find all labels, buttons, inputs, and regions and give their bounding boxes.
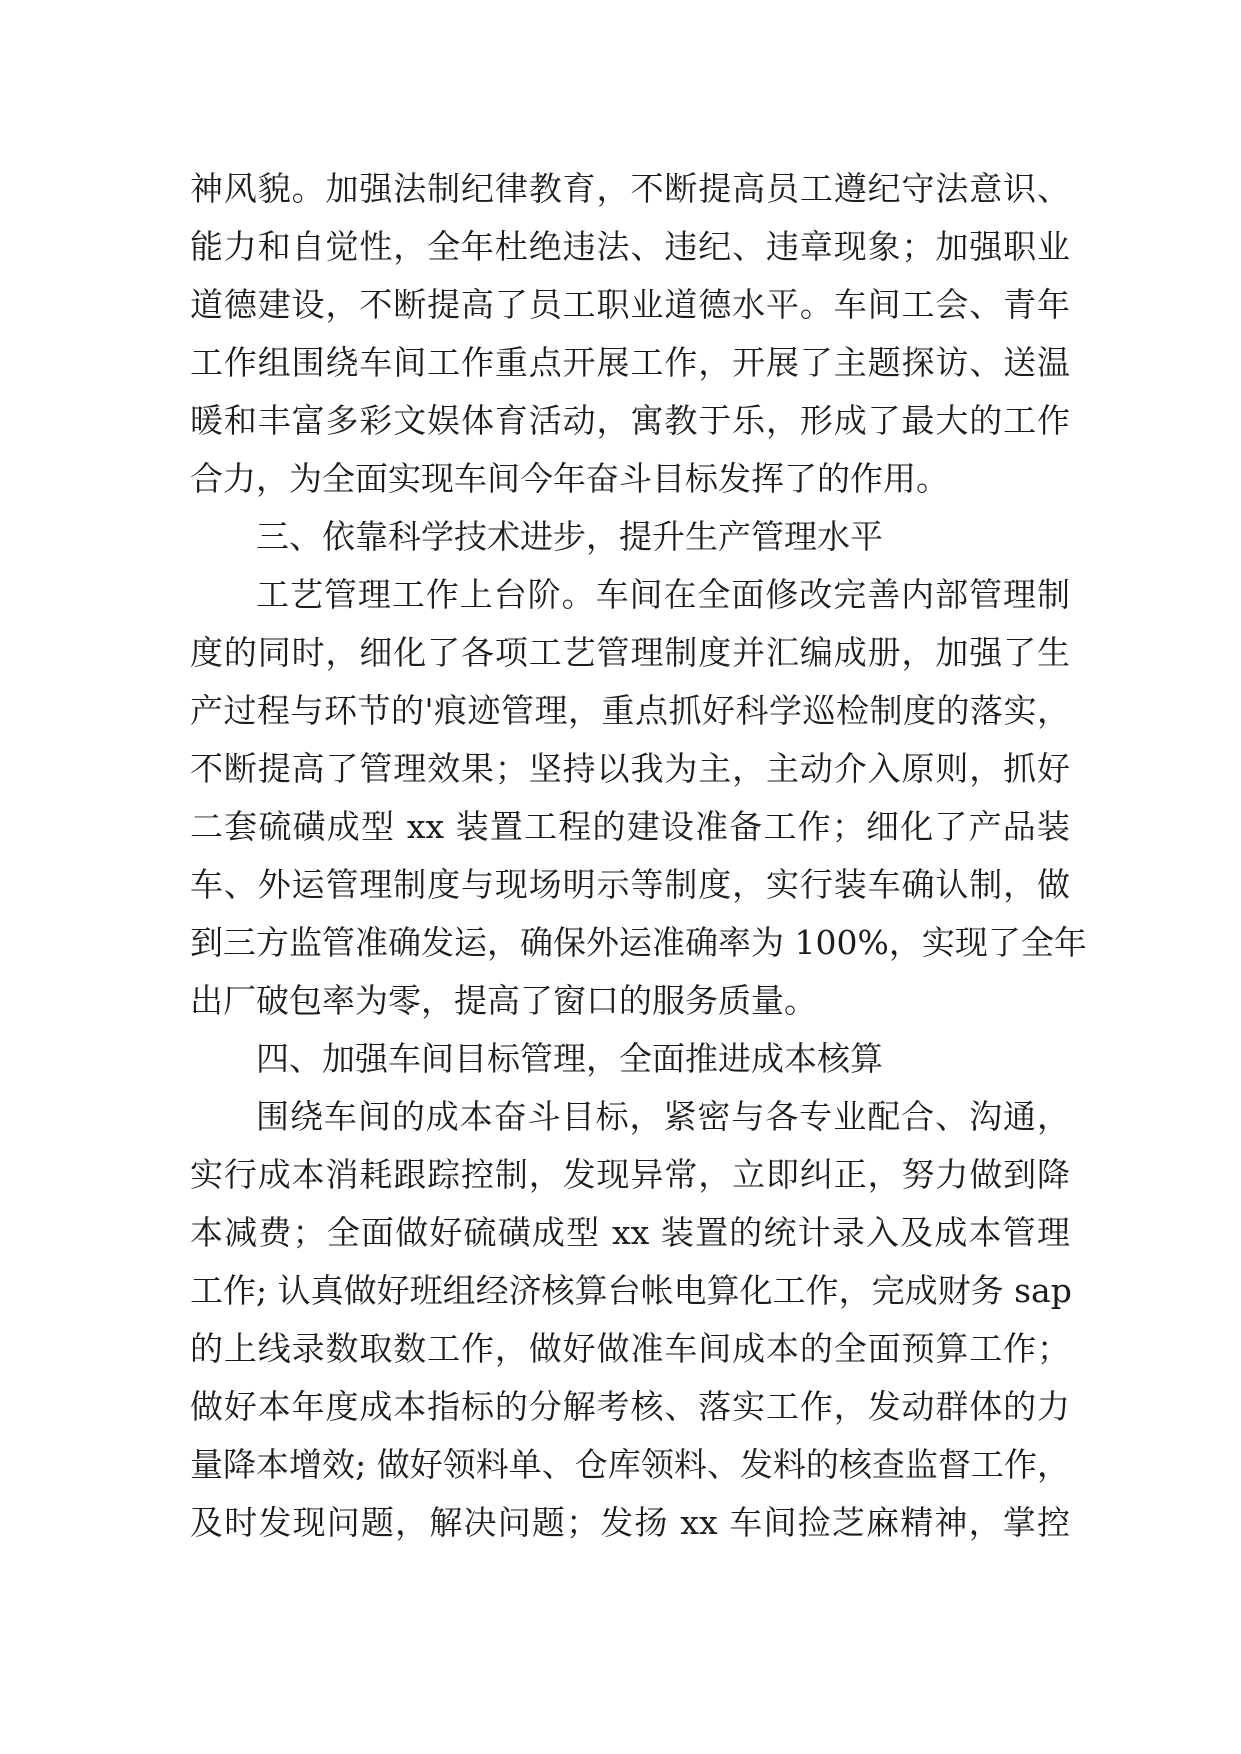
text-line: 暖和丰富多彩文娱体育活动，寓教于乐，形成了最大的工作 <box>190 401 1070 440</box>
text-line: 车、外运管理制度与现场明示等制度，实行装车确认制，做 <box>190 865 1070 904</box>
text-line: 到三方监管准确发运，确保外运准确率为 100%，实现了全年 <box>190 923 1087 962</box>
text-line: 做好本年度成本指标的分解考核、落实工作，发动群体的力 <box>190 1387 1070 1426</box>
text-line: 本减费；全面做好硫磺成型 xx 装置的统计录入及成本管理 <box>190 1213 1070 1252</box>
text-line: 围绕车间的成本奋斗目标，紧密与各专业配合、沟通， <box>256 1097 1070 1136</box>
text-line: 量降本增效; 做好领料单、仓库领料、发料的核查监督工作， <box>190 1445 1070 1484</box>
section-heading: 四、加强车间目标管理，全面推进成本核算 <box>256 1039 883 1078</box>
text-line: 度的同时，细化了各项工艺管理制度并汇编成册，加强了生 <box>190 633 1070 672</box>
text-line: 的上线录数取数工作，做好做准车间成本的全面预算工作； <box>190 1329 1070 1368</box>
section-heading: 三、依靠科学技术进步，提升生产管理水平 <box>256 517 883 556</box>
text-line: 二套硫磺成型 xx 装置工程的建设准备工作；细化了产品装 <box>190 807 1070 846</box>
text-line: 工艺管理工作上台阶。车间在全面修改完善内部管理制 <box>256 575 1070 614</box>
text-line: 出厂破包率为零，提高了窗口的服务质量。 <box>190 981 817 1020</box>
text-line: 实行成本消耗跟踪控制，发现异常，立即纠正，努力做到降 <box>190 1155 1070 1194</box>
document-body <box>190 160 1087 1552</box>
text-line: 不断提高了管理效果；坚持以我为主，主动介入原则，抓好 <box>190 749 1070 788</box>
text-line: 及时发现问题，解决问题；发扬 xx 车间捡芝麻精神，掌控 <box>190 1503 1070 1542</box>
text-line: 产过程与环节的'痕迹管理，重点抓好科学巡检制度的落实， <box>190 691 1070 730</box>
text-line: 神风貌。加强法制纪律教育，不断提高员工遵纪守法意识、 <box>190 169 1070 208</box>
text-line: 工作; 认真做好班组经济核算台帐电算化工作，完成财务 sap <box>190 1271 1072 1310</box>
text-line: 道德建设，不断提高了员工职业道德水平。车间工会、青年 <box>190 285 1070 324</box>
text-line: 能力和自觉性，全年杜绝违法、违纪、违章现象；加强职业 <box>190 227 1070 266</box>
text-line: 合力，为全面实现车间今年奋斗目标发挥了的作用。 <box>190 459 949 498</box>
text-line: 工作组围绕车间工作重点开展工作，开展了主题探访、送温 <box>190 343 1070 382</box>
